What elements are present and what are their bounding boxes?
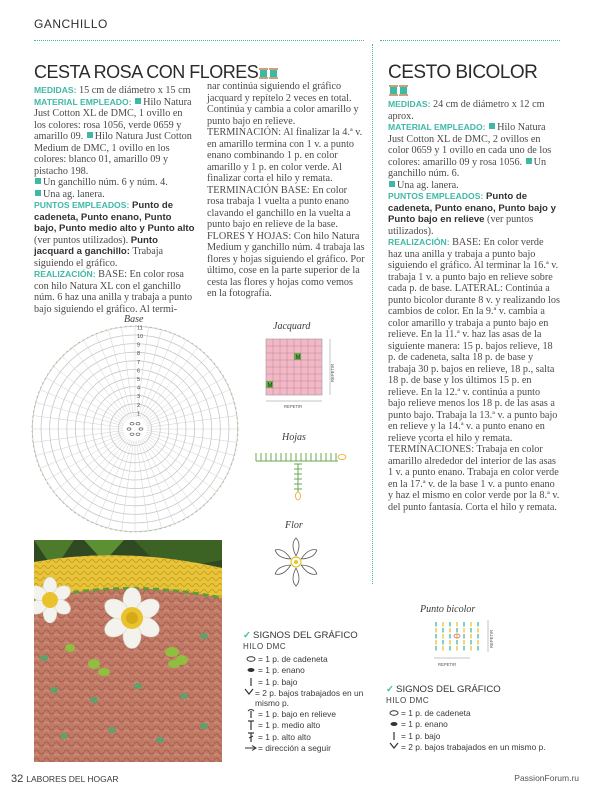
page-number: 32 — [11, 773, 24, 785]
figure-label-hojas: Hojas — [282, 432, 306, 443]
section-label: GANCHILLO — [34, 17, 108, 31]
label-puntos: PUNTOS EMPLEADOS: — [34, 200, 130, 210]
jacquard-m-2: M — [267, 383, 273, 389]
base-round-number: 11 — [137, 325, 143, 332]
label-material-right: MATERIAL EMPLEADO: — [388, 122, 486, 132]
slip-stitch-icon — [386, 721, 401, 727]
base-round-number: 8 — [137, 351, 141, 358]
spool-icon — [389, 85, 398, 96]
half-double-icon — [243, 720, 258, 730]
puntos-text-2: Trabaja siguiendo el gráfico. — [34, 246, 164, 269]
base-round-number: 5 — [137, 377, 141, 383]
material-text-3: Un ganchillo núm. 6 y núm. 4. — [43, 177, 168, 188]
left-article-title: CESTA ROSA CON FLORES — [34, 62, 278, 83]
legend-left-item: = dirección a seguir — [258, 743, 331, 754]
increase-icon — [243, 688, 255, 695]
left-column-2 — [207, 81, 365, 300]
arrow-right-icon — [243, 745, 258, 751]
base-round-number: 9 — [137, 342, 141, 349]
puntos-text-right: (ver puntos utilizados). — [388, 214, 534, 237]
punto-bicolor-chart — [430, 616, 510, 672]
legend-right-item: = 1 p. enano — [401, 719, 448, 730]
legend-left-item: = 1 p. de cadeneta — [258, 653, 328, 664]
material-text-2: Hilo Natura Just Cotton Medium de DMC, 1 ovillo en los colores: blanco 01, amarillo 09 y pistacho 198. — [34, 131, 192, 177]
hojas-chart — [254, 448, 350, 508]
top-rule-left — [34, 40, 364, 41]
increase-icon — [386, 742, 401, 749]
material-right-2: Un ganchillo núm. 6. — [388, 156, 547, 179]
label-material: MATERIAL EMPLEADO: — [34, 96, 132, 107]
medidas-text: 15 cm de diámetro x 15 cm — [76, 85, 191, 96]
figure-label-jacquard: Jacquard — [273, 321, 311, 332]
puntos-text: (ver puntos utilizados). — [34, 234, 131, 246]
legend-left-item: = 1 p. bajo — [258, 676, 298, 687]
base-round-number: 1 — [137, 411, 141, 418]
single-crochet-icon — [243, 678, 258, 686]
realizacion-text-right: BASE: En color verde haz una anilla y trabaja a punto bajo siguiendo el gráfico. Al terminar la 16.ª v. trabaja 1 v. a punto bajo en relieve sobre cada p. de base. LATERAL: Continúa a punto bicolor durante 8 v. y realizando los cambios de color. En la 9.ª v. cambia a color amarillo y trabaja a punto bajo en relieve. En la 11.ª v. haz las asas de la siguiente manera: 15 p. bajos relieve, 18 p. de cadeneta, salta 18 p. de base y trabaja 30 p. bajos en relieve, 18 p., salta 18 p. de base y los últimos 15 p. en relieve. En la 12.ª v. continúa a punto bajo relieve menos los 18 p. de las asas a punto bajo. Trabaja la 13.ª v. a punto bajo en relieve y la 14.ª v. a punto enano en relieve ycorta el hilo y remata. TERMINACIONES: Trabaja en color amarillo alrededor del interior de las asas 1 v. a punto enano. Trabaja en color verde en la 17.ª v. de la base 1 v. a punto enano y haz el mismo en color verde por la 8.ª v. del punto fantasía. Corta el hilo y remata. — [388, 237, 560, 513]
material-right-3: Una ag. lanera. — [397, 179, 459, 191]
spool-icon — [399, 85, 408, 96]
base-round-number: 2 — [137, 402, 141, 409]
right-article-title: CESTO BICOLOR — [388, 62, 538, 83]
jacquard-repetir-vertical: REPETIR — [330, 363, 335, 382]
chain-stitch-icon — [243, 656, 258, 662]
basket-photo — [34, 540, 222, 762]
figure-label-base: Base — [124, 314, 144, 325]
legend-right-item: = 1 p. bajo — [401, 730, 441, 741]
puntos-bold-2: Punto jacquard a ganchillo: — [34, 234, 158, 257]
base-round-number: 6 — [137, 368, 141, 375]
bicolor-repetir-horizontal: REPETIR — [438, 662, 457, 667]
legend-right-item: = 1 p. de cadeneta — [401, 707, 471, 718]
flor-chart — [266, 532, 326, 592]
check-icon: ✓ — [386, 684, 395, 695]
figure-label-punto-bicolor: Punto bicolor — [420, 604, 476, 615]
legend-left-item: = 1 p. alto alto — [258, 731, 311, 742]
front-post-icon — [243, 709, 258, 718]
legend-right-title: SIGNOS DEL GRÁFICO — [396, 684, 501, 695]
legend-left-item: = 1 p. enano — [258, 665, 305, 676]
spool-icon — [269, 68, 278, 79]
left-column-1 — [34, 85, 196, 315]
bicolor-repetir-vertical: REPETIR — [489, 629, 494, 648]
legend-left-item: = 2 p. bajos trabajados en un mismo p. — [255, 687, 364, 708]
label-realizacion-right: REALIZACIÓN: — [388, 237, 450, 247]
base-round-number: 10 — [137, 334, 144, 340]
label-puntos-right: PUNTOS EMPLEADOS: — [388, 191, 484, 201]
base-round-number: 7 — [137, 359, 141, 366]
legend-left-title: SIGNOS DEL GRÁFICO — [253, 630, 358, 641]
material-text-4: Una ag. lanera. — [43, 188, 105, 200]
legend-right-brand: HILO DMC — [386, 696, 430, 705]
jacquard-repetir-horizontal: REPETIR — [284, 404, 303, 409]
realizacion-text: BASE: En color rosa con hilo Natura XL con el ganchillo núm. 6 haz una anilla y trabaja a punto bajo siguiendo el gráfico. Al termi- — [34, 269, 193, 315]
label-realizacion: REALIZACIÓN: — [34, 269, 96, 279]
label-medidas-right: MEDIDAS: — [388, 99, 431, 109]
material-right-1: Hilo Natura Just Cotton XL de DMC, 2 ovillos en color 0659 y 1 ovillo en cada uno de los colores: amarillo 09 y rosa 1056. — [388, 122, 552, 168]
legend-right-item: = 2 p. bajos trabajados en un mismo p. — [401, 741, 546, 752]
legend-left-item: = 1 p. bajo en relieve — [258, 708, 336, 719]
chain-stitch-icon — [386, 710, 401, 716]
base-spokes — [32, 326, 238, 532]
puntos-bold: Punto de cadeneta, Punto enano, Punto bajo, Punto medio alto y Punto alto — [34, 200, 195, 234]
check-icon: ✓ — [243, 630, 252, 641]
right-column — [388, 99, 560, 513]
figure-label-flor: Flor — [285, 520, 303, 531]
watermark: PassionForum.ru — [514, 773, 579, 783]
page-footer — [11, 773, 119, 785]
left-column-2-text: nar continúa siguiendo el gráfico jacquard y repítelo 2 veces en total. Continúa y cambia a color amarillo y punto bajo en relieve. TERMINACIÓN: Al finalizar la 4.ª v. en amarillo termina con 1 v. a punto enano combinando 1 p. en color amarillo y 1 p. en color verde. Al finalizar corta el hilo y remata. TERMINACIÓN BASE: En color rosa trabaja 1 vuelta a punto enano clavando el ganchillo en la vuelta a punto bajo en relieve de la base. FLORES Y HOJAS: Con hilo Natura Medium y ganchillo núm. 4 trabaja las flores y hojas siguiendo el gráfico. Por último, cose en la parte superior de la cesta las flores y hojas como vemos en la fotografía. — [207, 81, 365, 299]
legend-right — [386, 684, 558, 752]
jacquard-chart — [260, 334, 360, 414]
medidas-text-right: 24 cm de diámetro x 12 cm aprox. — [388, 99, 545, 122]
double-crochet-icon — [243, 732, 258, 742]
jacquard-m-1: M — [295, 355, 301, 361]
top-rule-right — [380, 40, 560, 41]
base-round-number: 3 — [137, 394, 141, 401]
column-divider — [372, 44, 373, 584]
base-round-numbers — [137, 325, 143, 417]
base-center — [127, 423, 143, 436]
base-chart — [30, 324, 240, 534]
slip-stitch-icon — [243, 667, 258, 673]
magazine-name: LABORES DEL HOGAR — [26, 774, 119, 784]
base-round-number: 4 — [137, 385, 141, 392]
single-crochet-icon — [386, 732, 401, 740]
spool-icon — [259, 68, 268, 79]
legend-left-brand: HILO DMC — [243, 642, 287, 651]
label-medidas: MEDIDAS: — [34, 85, 77, 95]
puntos-bold-right: Punto de cadeneta, Punto enano, Punto bajo y Punto bajo en relieve — [388, 191, 556, 225]
material-text-1: Hilo Natura Just Cotton XL de DMC, 1 ovillo en los colores: rosa 1056, verde 0659 y amarillo 09. — [34, 96, 192, 142]
legend-left-item: = 1 p. medio alto — [258, 720, 321, 731]
legend-left — [243, 630, 371, 754]
